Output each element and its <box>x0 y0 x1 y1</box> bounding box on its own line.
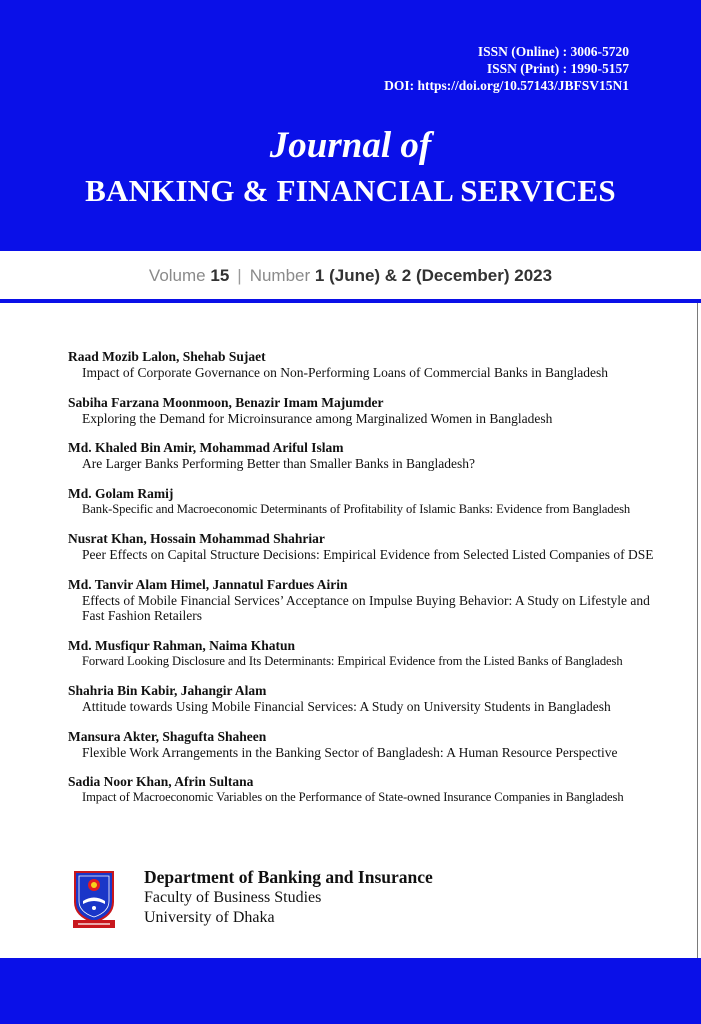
article-title: Peer Effects on Capital Structure Decisions: Empirical Evidence from Selected Listed Companies of DSE <box>82 547 654 562</box>
identifiers-block <box>384 43 629 94</box>
issn-print: ISSN (Print) : 1990-5157 <box>486 61 629 76</box>
list-item[interactable] <box>68 349 668 381</box>
article-title: Are Larger Banks Performing Better than Smaller Banks in Bangladesh? <box>82 456 476 471</box>
list-item[interactable] <box>68 774 668 806</box>
article-authors: Shahria Bin Kabir, Jahangir Alam <box>68 683 267 698</box>
article-title: Impact of Macroeconomic Variables on the Performance of State-owned Insurance Companies in Bangladesh <box>82 790 624 804</box>
list-item[interactable] <box>68 440 668 472</box>
article-authors: Raad Mozib Lalon, Shehab Sujaet <box>68 349 266 364</box>
right-edge-rule <box>697 303 698 958</box>
issue-separator: | <box>237 266 242 285</box>
article-title: Exploring the Demand for Microinsurance among Marginalized Women in Bangladesh <box>82 410 553 426</box>
footer-band <box>0 958 701 1024</box>
list-item[interactable] <box>68 638 668 670</box>
article-authors: Md. Tanvir Alam Himel, Jannatul Fardues Airin <box>68 576 348 592</box>
university-seal-icon <box>72 868 116 930</box>
doi-link[interactable]: DOI: https://doi.org/10.57143/JBFSV15N1 <box>384 78 629 93</box>
article-authors: Sadia Noor Khan, Afrin Sultana <box>68 774 254 789</box>
volume-value: 15 <box>210 266 230 285</box>
article-authors: Md. Golam Ramij <box>68 485 174 501</box>
article-title: Flexible Work Arrangements in the Banking Sector of Bangladesh: A Human Resource Perspective <box>82 744 618 760</box>
divider-rule <box>0 299 701 303</box>
publisher-text <box>144 866 433 928</box>
article-authors: Sabiha Farzana Moonmoon, Benazir Imam Majumder <box>68 394 384 410</box>
list-item[interactable] <box>68 486 668 518</box>
article-authors: Nusrat Khan, Hossain Mohammad Shahriar <box>68 531 325 546</box>
journal-title-prefix: Journal of <box>269 125 432 166</box>
list-item[interactable] <box>68 395 668 427</box>
journal-title: BANKING & FINANCIAL SERVICES <box>85 173 616 208</box>
list-item[interactable] <box>68 577 668 624</box>
list-item[interactable] <box>68 683 668 715</box>
article-title: Impact of Corporate Governance on Non-Performing Loans of Commercial Banks in Bangladesh <box>82 365 608 380</box>
list-item[interactable] <box>68 729 668 761</box>
number-value: 1 (June) & 2 (December) 2023 <box>314 266 553 285</box>
article-authors: Md. Khaled Bin Amir, Mohammad Ariful Islam <box>68 440 344 455</box>
header-band <box>0 0 701 251</box>
article-title: Effects of Mobile Financial Services’ Acceptance on Impulse Buying Behavior: A Study on Lifestyle and Fast Fashion Retailers <box>82 592 650 623</box>
issue-info <box>0 258 701 294</box>
article-title: Forward Looking Disclosure and Its Determinants: Empirical Evidence from the Listed Banks of Bangladesh <box>82 653 623 668</box>
article-authors: Mansura Akter, Shagufta Shaheen <box>68 728 267 744</box>
table-of-contents <box>68 349 668 820</box>
issn-online: ISSN (Online) : 3006-5720 <box>477 44 629 59</box>
faculty-name: Faculty of Business Studies <box>144 889 322 906</box>
department-name: Department of Banking and Insurance <box>144 867 433 887</box>
article-title: Attitude towards Using Mobile Financial Services: A Study on University Students in Bangladesh <box>82 699 611 714</box>
article-authors: Md. Musfiqur Rahman, Naima Khatun <box>68 637 296 653</box>
university-name: University of Dhaka <box>144 909 275 926</box>
publisher-block <box>72 866 672 932</box>
list-item[interactable] <box>68 531 668 563</box>
volume-label: Volume <box>148 266 206 285</box>
number-label: Number <box>249 266 311 285</box>
article-title: Bank-Specific and Macroeconomic Determinants of Profitability of Islamic Banks: Evidence from Bangladesh <box>82 501 631 516</box>
